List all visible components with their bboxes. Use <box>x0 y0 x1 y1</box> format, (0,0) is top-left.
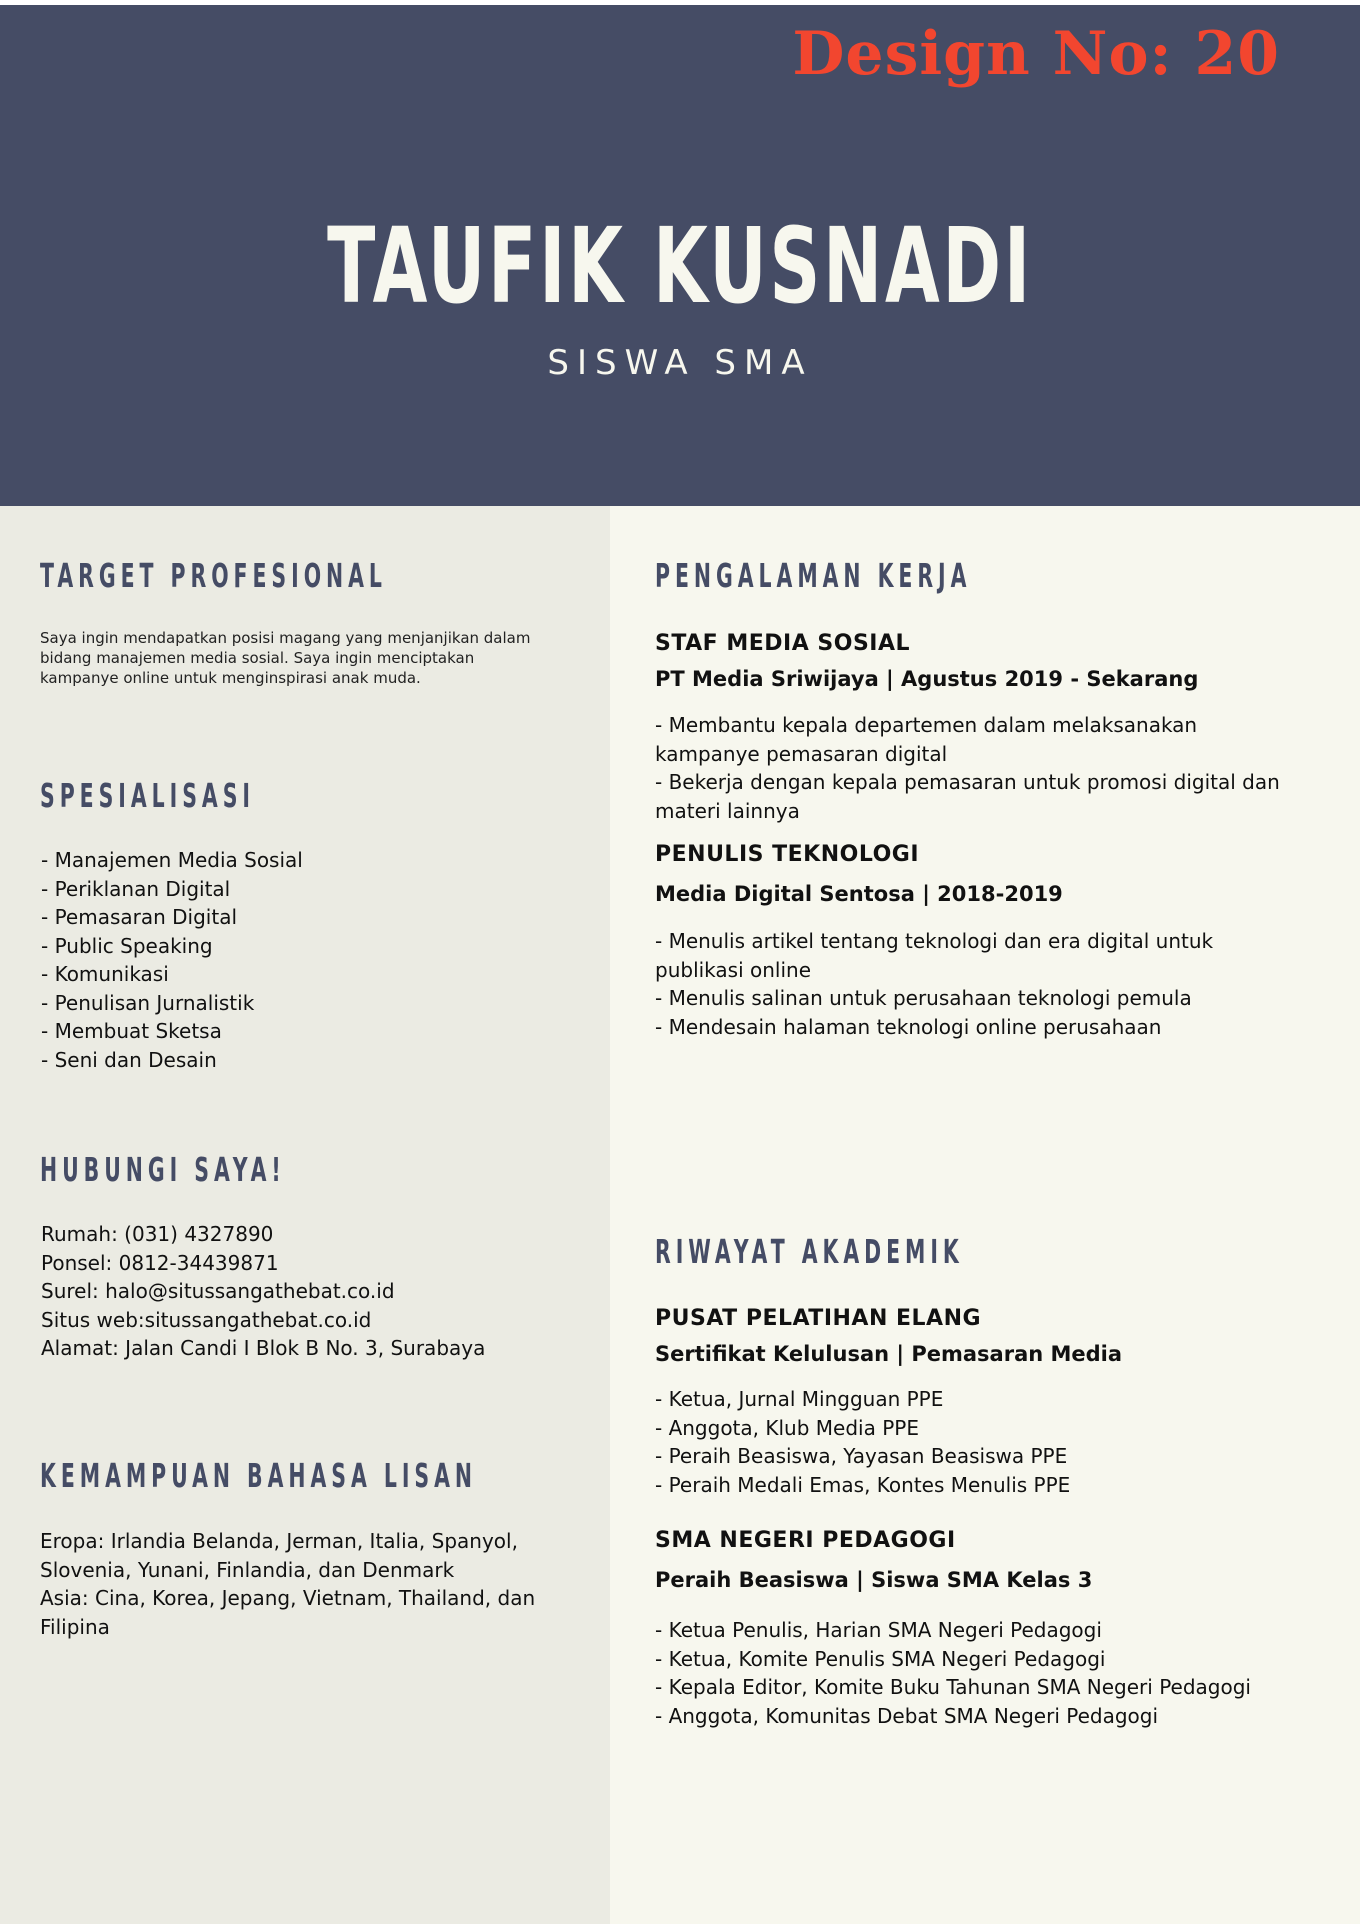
target-text: Saya ingin mendapatkan posisi magang yang menjanjikan dalam bidang manajemen media sosial. Saya ingin menciptakan kampanye online untuk menginspirasi anak muda. <box>40 629 531 687</box>
specialization-list <box>41 846 303 1074</box>
list-item: - Penulisan Jurnalistik <box>41 990 255 1015</box>
list-item: - Menulis salinan untuk perusahaan teknologi pemula <box>655 986 1192 1010</box>
list-item: - Ketua, Komite Penulis SMA Negeri Pedagogi <box>655 1646 1106 1671</box>
job-duties <box>655 711 1295 825</box>
target-heading: TARGET PROFESIONAL <box>40 556 387 595</box>
school-achievements <box>655 1385 1070 1499</box>
experience-heading: PENGALAMAN KERJA <box>655 556 972 595</box>
job-duties <box>655 927 1295 1041</box>
person-name: TAUFIK KUSNADI <box>327 205 1033 327</box>
list-item: - Pemasaran Digital <box>41 905 238 929</box>
languages-heading: KEMAMPUAN BAHASA LISAN <box>40 1456 477 1495</box>
list-item: - Membuat Sketsa <box>41 1019 222 1043</box>
job-company-period: PT Media Sriwijaya | Agustus 2019 - Sekarang <box>655 667 1199 691</box>
contact-home-phone: Rumah: (031) 4327890 <box>41 1222 274 1246</box>
school-name: SMA NEGERI PEDAGOGI <box>655 1528 956 1553</box>
specialization-heading: SPESIALISASI <box>40 776 255 815</box>
contact-website: Situs web:situssangathebat.co.id <box>41 1307 372 1332</box>
contact-heading: HUBUNGI SAYA! <box>40 1150 286 1189</box>
list-item: - Ketua Penulis, Harian SMA Negeri Pedagogi <box>655 1618 1102 1642</box>
list-item: - Bekerja dengan kepala pemasaran untuk promosi digital dan materi lainnya <box>655 770 1280 823</box>
job-title: STAF MEDIA SOSIAL <box>655 631 911 656</box>
languages-asia: Asia: Cina, Korea, Jepang, Vietnam, Thailand, dan Filipina <box>40 1586 536 1639</box>
list-item: - Manajemen Media Sosial <box>41 848 303 872</box>
job-title: PENULIS TEKNOLOGI <box>655 842 920 867</box>
list-item: - Membantu kepala departemen dalam melaksanakan kampanye pemasaran digital <box>655 713 1198 766</box>
contact-address: Alamat: Jalan Candi I Blok B No. 3, Surabaya <box>41 1336 486 1360</box>
list-item: - Peraih Beasiswa, Yayasan Beasiswa PPE <box>655 1444 1068 1468</box>
contact-list <box>41 1220 485 1363</box>
school-achievements <box>655 1616 1251 1730</box>
contact-email: Surel: halo@situssangathebat.co.id <box>41 1279 395 1303</box>
left-column <box>0 506 610 1924</box>
job-company-period: Media Digital Sentosa | 2018-2019 <box>655 882 1063 906</box>
list-item: - Anggota, Komunitas Debat SMA Negeri Pedagogi <box>655 1703 1159 1728</box>
school-credential: Peraih Beasiswa | Siswa SMA Kelas 3 <box>655 1568 1093 1592</box>
list-item: - Periklanan Digital <box>41 876 231 901</box>
person-role: SISWA SMA <box>547 343 813 383</box>
list-item: - Public Speaking <box>41 933 213 958</box>
resume-header <box>0 5 1360 506</box>
school-credential: Sertifikat Kelulusan | Pemasaran Media <box>655 1342 1123 1366</box>
academic-heading: RIWAYAT AKADEMIK <box>655 1232 964 1271</box>
list-item: - Komunikasi <box>41 962 169 986</box>
list-item: - Ketua, Jurnal Mingguan PPE <box>655 1387 944 1411</box>
languages-europe: Eropa: Irlandia Belanda, Jerman, Italia, Spanyol, Slovenia, Yunani, Finlandia, dan Denmark <box>40 1529 518 1582</box>
list-item: - Peraih Medali Emas, Kontes Menulis PPE <box>655 1472 1071 1497</box>
languages-block <box>40 1527 560 1641</box>
list-item: - Kepala Editor, Komite Buku Tahunan SMA Negeri Pedagogi <box>655 1675 1251 1699</box>
school-name: PUSAT PELATIHAN ELANG <box>655 1306 982 1331</box>
list-item: - Anggota, Klub Media PPE <box>655 1415 919 1440</box>
list-item: - Mendesain halaman teknologi online perusahaan <box>655 1014 1162 1039</box>
design-number: Design No: 20 <box>792 19 1280 89</box>
list-item: - Seni dan Desain <box>41 1047 217 1072</box>
list-item: - Menulis artikel tentang teknologi dan era digital untuk publikasi online <box>655 929 1214 982</box>
contact-mobile-phone: Ponsel: 0812-34439871 <box>41 1250 279 1275</box>
